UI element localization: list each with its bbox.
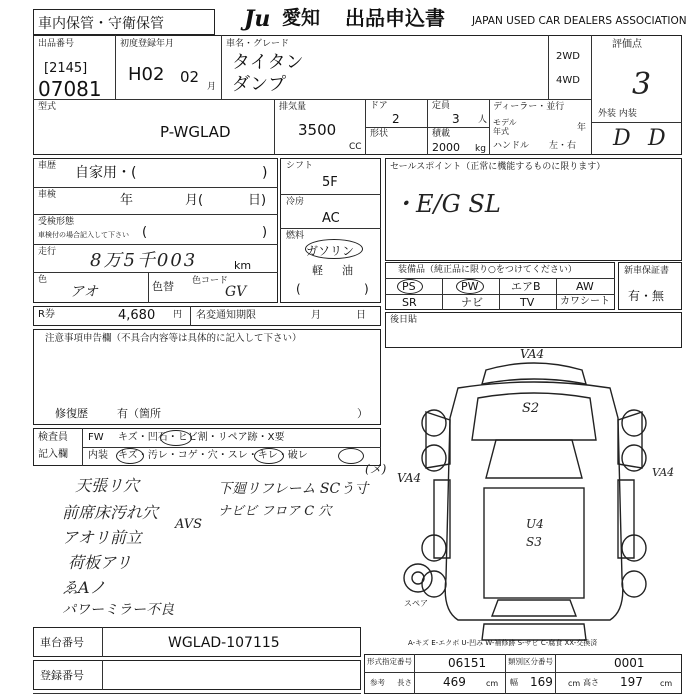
registration-month-unit: 月 [207, 82, 217, 92]
reg-number-label: 登録番号 [40, 669, 84, 682]
fuel-paren-close: ) [364, 282, 369, 296]
spare-label: スペア [404, 599, 428, 608]
diagram-mark-va4-top: VA4 [520, 348, 545, 361]
mileage-value: 8万5千003 [90, 250, 198, 271]
fuel-other2: 油 [342, 264, 353, 277]
r-ticket-unit: 円 [173, 310, 183, 320]
fuel-value: ガソリン [306, 244, 355, 258]
mileage-unit: km [234, 259, 252, 272]
form-title: 出品申込書 [345, 6, 445, 30]
history-label: 車歴 [38, 161, 57, 171]
equipment-pw: PW [461, 280, 479, 293]
diagram-mark-u4: U4 [526, 517, 544, 531]
name-change-label: 名変通知期限 [196, 310, 256, 321]
top-info-grid [33, 35, 682, 155]
inspection-year: 年 [120, 193, 134, 208]
selling-points-label: セールスポイント（正常に機能するものに限ります） [390, 162, 606, 172]
shape-label: 形状 [370, 129, 389, 139]
handnote-left-6: パワーミラー不良 [62, 602, 174, 618]
inspection-label: 車検 [38, 190, 57, 200]
va4-right-mark: VA4 [397, 471, 422, 485]
inspection-day: 日) [248, 193, 267, 208]
first-registration-label: 初度登録年月 [120, 39, 175, 49]
accept-paren-close: ) [262, 225, 268, 240]
car-grade: ダンプ [232, 74, 287, 95]
fw-label: FW [88, 432, 104, 443]
logo-text: 愛知 [282, 7, 321, 29]
length-value: 469 [443, 675, 466, 689]
handnote-right-1: 下廻リフレーム SCう寸 [218, 481, 369, 497]
equipment-ps-circle [397, 279, 423, 294]
payload-label: 積載 [432, 129, 451, 139]
handnote-right-2: ナビビ フロア C 穴 [218, 504, 332, 519]
reference-label: 参考 [370, 678, 385, 687]
capacity-value: 3 [452, 112, 460, 126]
inspector-mark: (メ) [365, 462, 387, 476]
handle-label: ハンドル [493, 141, 530, 151]
name-change-day: 日 [356, 310, 366, 321]
equipment-pw-circle [456, 279, 484, 294]
history-value: 自家用・( [75, 165, 137, 181]
selling-points-text: ・E/G SL [392, 190, 501, 218]
warranty-value: 有・無 [628, 289, 665, 303]
car-name: タイタン [232, 52, 304, 73]
equipment-ps: PS [402, 280, 416, 293]
exterior-interior-label: 外装 内装 [598, 109, 637, 119]
handle-options: 左・右 [549, 141, 577, 151]
interior-circle-3 [338, 448, 364, 464]
height-value: 197 [620, 675, 643, 689]
drive-4wd: 4WD [556, 75, 580, 86]
equipment-label: 装備品（純正品に限り○をつけてください） [398, 265, 577, 275]
repair-close: ） [357, 407, 368, 420]
payload-value: 2000 [432, 141, 460, 154]
chassis-label: 車台番号 [40, 636, 84, 649]
handnote-left-3: アオリ前立 [62, 528, 142, 547]
registration-era: H02 [128, 64, 165, 85]
inspector-label-2: 記入欄 [38, 449, 68, 460]
equipment-seat: カワシート [560, 296, 610, 307]
length-unit: cm [486, 679, 499, 688]
equipment-tv: TV [520, 296, 535, 309]
capacity-unit: 人 [478, 115, 488, 125]
shift-value: 5F [322, 175, 338, 190]
inspector-label: 検査員 [38, 432, 68, 443]
model-label: 型式 [38, 102, 57, 112]
accept-label: 受検形態 [38, 217, 75, 227]
displacement-label: 排気量 [279, 102, 307, 112]
dealer-label: ディーラー・並行 [493, 102, 565, 112]
equipment-navi: ナビ [461, 296, 483, 309]
handnote-left-5: ゑAノ [62, 578, 106, 597]
score-label: 評価点 [612, 39, 642, 50]
handnote-left-2: 前席床汚れ穴 [62, 503, 159, 522]
model-value: P-WGLAD [160, 123, 231, 141]
fuel-label: 燃料 [286, 231, 305, 241]
diagram-mark-s3: S3 [526, 535, 542, 549]
drive-2wd: 2WD [556, 51, 580, 62]
model-year-label: モデル 年式 [493, 118, 517, 136]
r-ticket-label: R券 [38, 309, 55, 320]
length-label: 長さ [397, 678, 412, 687]
color-swap-label: 色替 [152, 280, 174, 293]
equipment-aw: AW [576, 280, 594, 293]
after-install-block [385, 312, 682, 348]
mileage-label: 走行 [38, 247, 57, 257]
damage-legend: A-キズ E-エクボ U-凹み W-補修跡 S-サビ C-腐食 XX-交換済 [408, 639, 598, 647]
fw-items: キズ・凹石・ヒビ割・リペア跡・X要 [118, 432, 285, 443]
color-code-value: GV [225, 284, 247, 300]
repair-value: 有（箇所 [117, 407, 161, 420]
inspection-month: 月( [185, 193, 204, 208]
handnote-left-1: 天張リ穴 [75, 476, 140, 495]
storage-label: 車内保管・守衛保管 [33, 9, 215, 35]
class-number-label: 類別区分番号 [508, 657, 553, 666]
accept-note: 車検付の場合記入して下さい [38, 231, 129, 239]
lot-code: [2145] [44, 61, 88, 76]
interior-label: 内装 [88, 450, 108, 461]
diagram-mark-va4-side: VA4 [652, 466, 675, 479]
interior-circle-2 [254, 448, 284, 464]
doors-label: ドア [370, 101, 388, 111]
interior-items: キズ・汚レ・コゲ・穴・スレ・キレ・破レ [118, 450, 308, 461]
width-label: 幅 [510, 678, 518, 687]
fuel-selected-circle [305, 239, 363, 259]
handnote-left-4: 荷板アリ [68, 553, 132, 572]
warranty-label: 新車保証書 [624, 266, 670, 276]
interior-grade: D [648, 126, 666, 151]
width-unit: cm [568, 679, 581, 688]
history-close: ) [262, 165, 268, 181]
color-code-label: 色コード [192, 276, 229, 286]
displacement-value: 3500 [298, 121, 337, 139]
fw-circle [160, 430, 192, 446]
type-number-value: 06151 [448, 656, 487, 670]
exterior-grade: D [613, 126, 631, 151]
year-unit: 年 [577, 123, 587, 133]
capacity-label: 定員 [432, 101, 451, 111]
width-value: 169 [530, 675, 553, 689]
cooling-value: AC [322, 211, 340, 226]
displacement-unit: CC [349, 142, 362, 152]
after-install-label: 後日貼 [390, 315, 418, 325]
height-unit: cm [660, 679, 673, 688]
fuel-other: 軽 [312, 264, 323, 277]
fuel-paren-open: ( [296, 282, 301, 296]
equipment-sr: SR [402, 296, 417, 309]
lot-number-label: 出品番号 [38, 39, 75, 49]
diagram-mark-s2: S2 [522, 401, 540, 416]
cooling-label: 冷房 [286, 197, 305, 207]
repair-label: 修復歴 [55, 407, 88, 420]
handnote-left-tag: AVS [175, 517, 203, 532]
color-label: 色 [38, 275, 48, 285]
equipment-airbag: エアB [511, 280, 541, 293]
name-change-month: 月 [311, 310, 321, 321]
score-value: 3 [632, 67, 652, 102]
class-number-value: 0001 [614, 656, 645, 670]
shift-label: シフト [286, 161, 314, 171]
lot-number: 07081 [38, 77, 102, 101]
registration-month: 02 [180, 68, 200, 86]
car-damage-diagram [386, 348, 682, 648]
ju-logo: Ju [244, 6, 271, 32]
doors-value: 2 [392, 112, 400, 126]
association-name: JAPAN USED CAR DEALERS ASSOCIATION [472, 15, 687, 27]
chassis-value: WGLAD-107115 [168, 635, 280, 651]
car-name-label: 車名・グレード [226, 39, 290, 49]
height-label: 高さ [583, 678, 599, 687]
r-ticket-value: 4,680 [118, 308, 156, 323]
notes-label: 注意事項申告欄（不具合内容等は具体的に記入して下さい） [45, 333, 302, 344]
color-value: アオ [70, 284, 98, 300]
interior-circle-1 [116, 448, 144, 464]
payload-unit: kg [475, 144, 486, 154]
type-number-label: 形式指定番号 [367, 657, 412, 666]
accept-paren-open: ( [142, 225, 148, 240]
